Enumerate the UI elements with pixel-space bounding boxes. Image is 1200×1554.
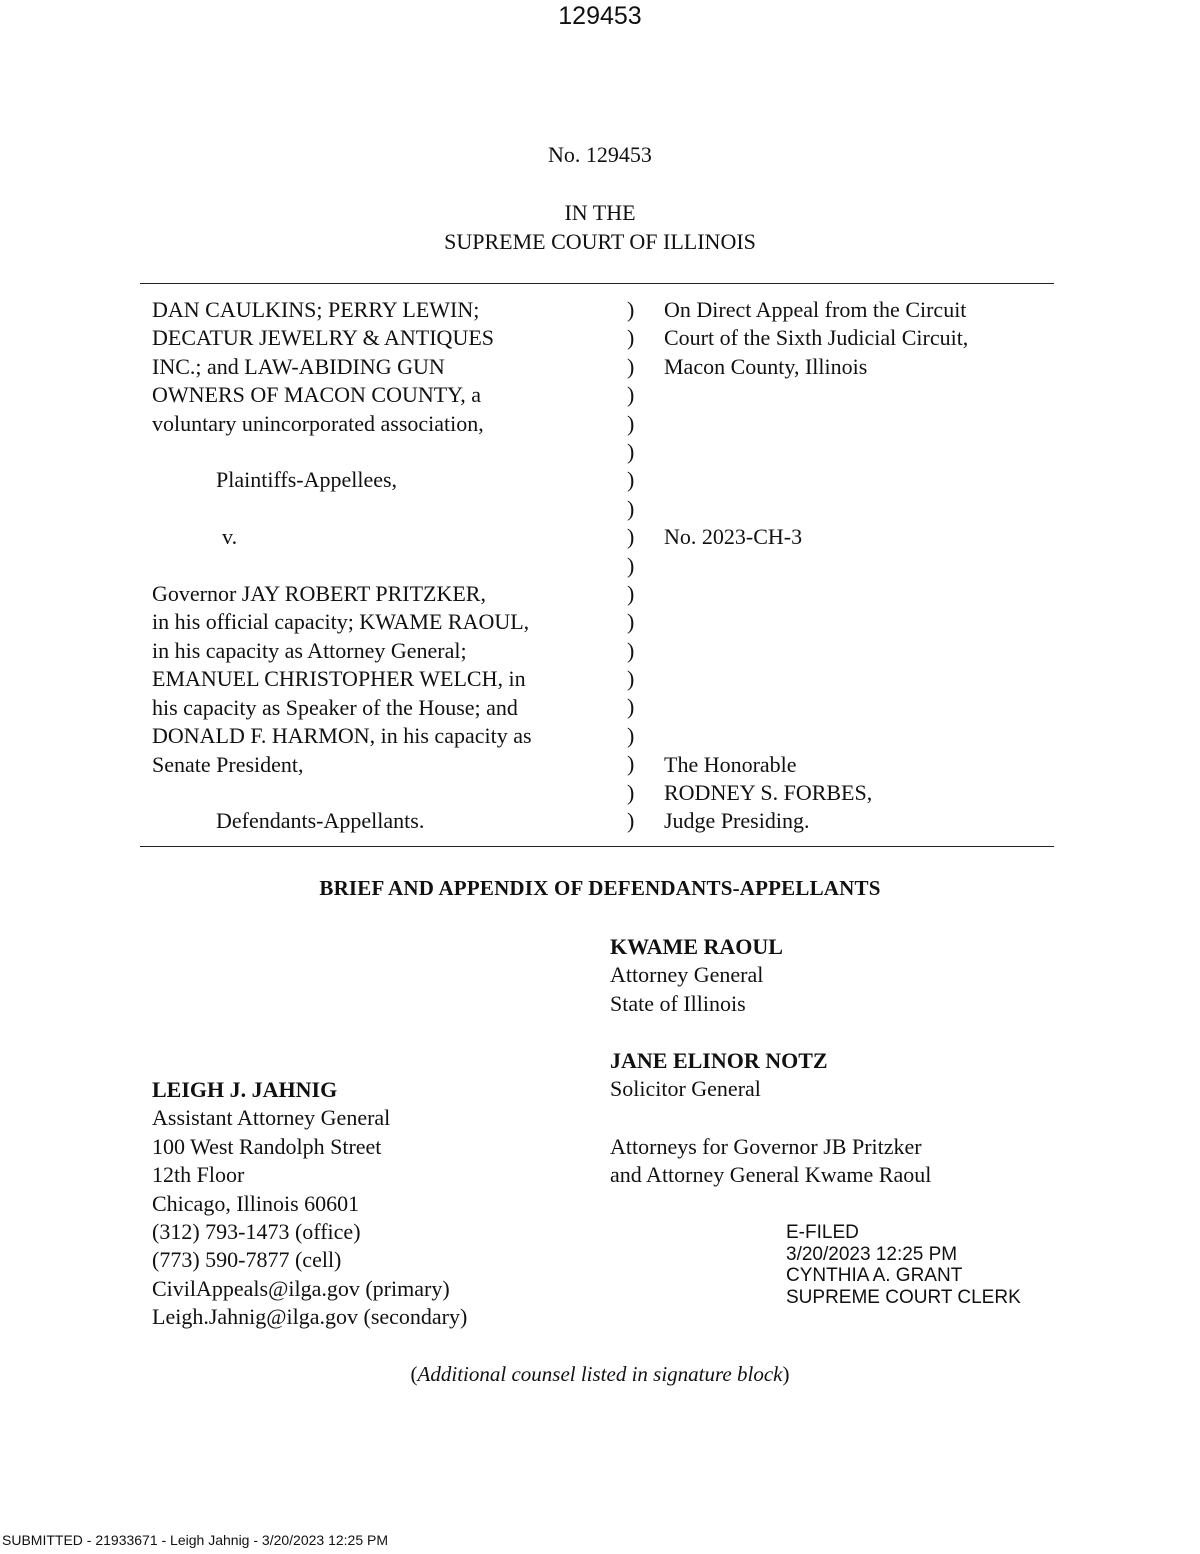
paren: ) — [627, 637, 635, 663]
assistant-attorney-block — [152, 1076, 467, 1332]
paren: ) — [627, 609, 635, 635]
caption-bottom-rule — [140, 846, 1054, 847]
plaintiffs-line: DECATUR JEWELRY & ANTIQUES — [152, 325, 495, 351]
paren: ) — [627, 524, 635, 550]
attorney-general-title: Attorney General — [610, 962, 764, 988]
paren: ) — [627, 552, 635, 578]
solicitor-general-block — [610, 1047, 828, 1104]
efiled-line: 3/20/2023 12:25 PM — [786, 1243, 958, 1265]
paren: ) — [627, 495, 635, 521]
paren: ) — [627, 382, 635, 408]
plaintiffs-line: voluntary unincorporated association, — [152, 410, 484, 436]
versus: v. — [222, 524, 238, 550]
assistant-attorney-line: (773) 590-7877 (cell) — [152, 1247, 342, 1273]
attorney-general-office: State of Illinois — [610, 990, 746, 1016]
assistant-attorney-name: LEIGH J. JAHNIG — [152, 1077, 338, 1102]
attorneys-for-block — [610, 1133, 931, 1190]
judge-line: The Honorable — [664, 751, 797, 777]
court-line-2: SUPREME COURT OF ILLINOIS — [444, 229, 756, 254]
assistant-attorney-line: Chicago, Illinois 60601 — [152, 1190, 360, 1216]
page-header-number: 129453 — [558, 2, 642, 30]
attorney-general-name: KWAME RAOUL — [610, 934, 783, 959]
defendants-line: in his official capacity; KWAME RAOUL, — [152, 609, 530, 635]
appeal-line: Macon County, Illinois — [664, 353, 868, 379]
paren: ) — [627, 297, 635, 322]
lower-case-number: No. 2023-CH-3 — [664, 524, 803, 550]
caption-court-info — [664, 296, 1064, 836]
note-close-paren: ) — [782, 1362, 790, 1386]
solicitor-general-name: JANE ELINOR NOTZ — [610, 1048, 828, 1073]
plaintiffs-line: INC.; and LAW-ABIDING GUN — [152, 353, 445, 379]
court-heading — [0, 198, 1200, 256]
paren: ) — [627, 808, 635, 834]
attorneys-for-line: and Attorney General Kwame Raoul — [610, 1162, 932, 1188]
paren: ) — [627, 580, 635, 606]
defendants-line: in his capacity as Attorney General; — [152, 637, 467, 663]
paren: ) — [627, 353, 635, 379]
brief-title: BRIEF AND APPENDIX OF DEFENDANTS-APPELLANTS — [319, 876, 881, 900]
paren: ) — [627, 325, 635, 351]
plaintiffs-line: OWNERS OF MACON COUNTY, a — [152, 382, 482, 408]
efiled-line: E-FILED — [786, 1222, 859, 1243]
defendants-line: Senate President, — [152, 751, 304, 777]
attorney-general-block — [610, 933, 783, 1018]
paren: ) — [627, 779, 635, 805]
submitted-footer: SUBMITTED - 21933671 - Leigh Jahnig - 3/20/2023 12:25 PM — [2, 1532, 388, 1548]
paren: ) — [627, 751, 635, 777]
defendants-line: DONALD F. HARMON, in his capacity as — [152, 723, 532, 749]
appeal-line: Court of the Sixth Judicial Circuit, — [664, 325, 969, 351]
assistant-attorney-line: 100 West Randolph Street — [152, 1133, 382, 1159]
defendants-role: Defendants-Appellants. — [216, 808, 425, 834]
defendants-line: Governor JAY ROBERT PRITZKER, — [152, 581, 486, 607]
note-text: Additional counsel listed in signature block — [417, 1362, 783, 1386]
appeal-line: On Direct Appeal from the Circuit — [664, 297, 967, 322]
assistant-attorney-line: CivilAppeals@ilga.gov (primary) — [152, 1275, 450, 1301]
efiled-line: CYNTHIA A. GRANT — [786, 1265, 963, 1286]
assistant-attorney-line: Leigh.Jahnig@ilga.gov (secondary) — [152, 1304, 468, 1330]
assistant-attorney-line: (312) 793-1473 (office) — [152, 1219, 361, 1245]
plaintiffs-role: Plaintiffs-Appellees, — [216, 467, 398, 493]
plaintiffs-line: DAN CAULKINS; PERRY LEWIN; — [152, 297, 480, 322]
assistant-attorney-line: Assistant Attorney General — [152, 1105, 391, 1131]
paren: ) — [627, 722, 635, 748]
caption-parties — [152, 296, 612, 836]
defendants-line: EMANUEL CHRISTOPHER WELCH, in — [152, 666, 526, 692]
judge-line: RODNEY S. FORBES, — [664, 779, 873, 805]
court-line-1: IN THE — [564, 200, 636, 225]
efiled-stamp — [786, 1222, 1021, 1308]
attorneys-for-line: Attorneys for Governor JB Pritzker — [610, 1134, 922, 1159]
note-open-paren: ( — [410, 1362, 418, 1386]
judge-line: Judge Presiding. — [664, 808, 810, 834]
efiled-line: SUPREME COURT CLERK — [786, 1286, 1021, 1308]
paren: ) — [627, 410, 635, 436]
additional-counsel-note — [0, 1362, 1200, 1387]
defendants-line: his capacity as Speaker of the House; and — [152, 694, 518, 720]
paren: ) — [627, 666, 635, 692]
caption-top-rule — [140, 283, 1054, 284]
paren: ) — [627, 467, 635, 493]
paren: ) — [627, 438, 635, 464]
caption-parentheses — [627, 296, 641, 835]
assistant-attorney-line: 12th Floor — [152, 1162, 245, 1188]
solicitor-general-title: Solicitor General — [610, 1076, 761, 1102]
case-number: No. 129453 — [548, 142, 652, 167]
paren: ) — [627, 694, 635, 720]
